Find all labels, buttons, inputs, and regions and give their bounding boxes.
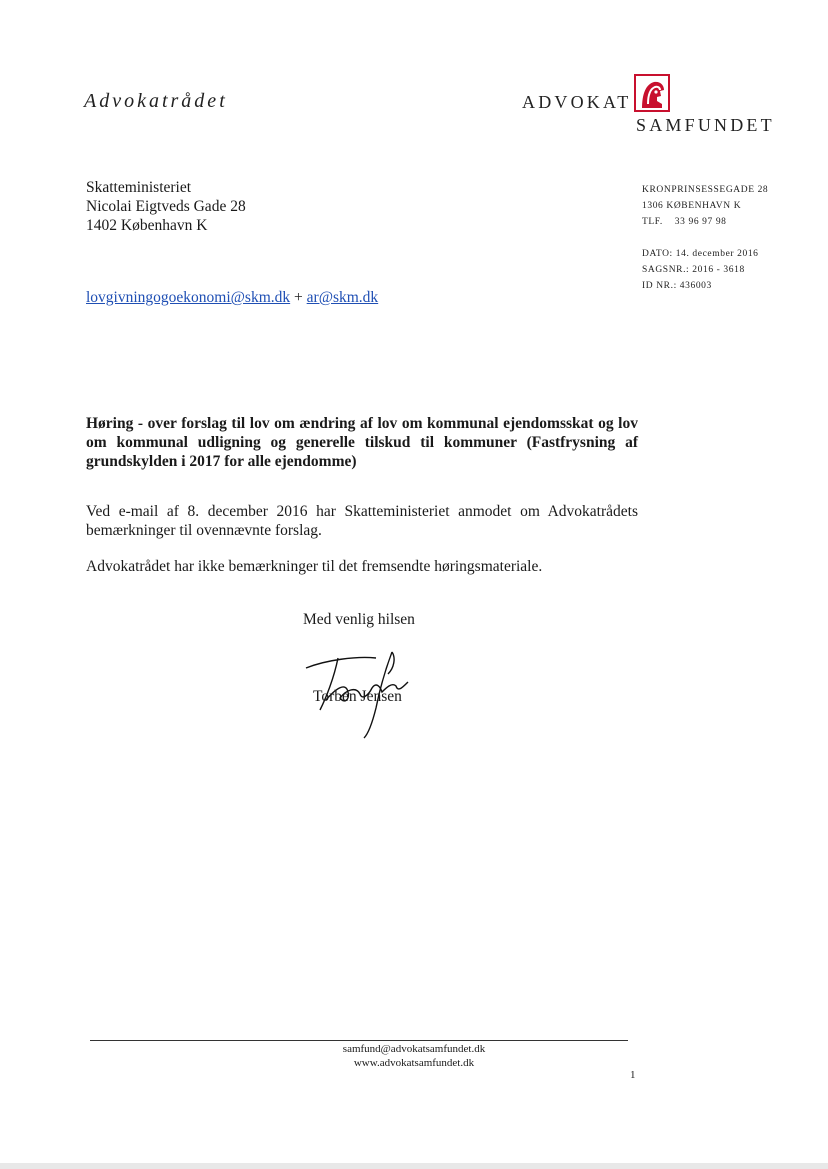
recipient-emails <box>86 289 378 307</box>
sender-city: 1306 KØBENHAVN K <box>642 201 742 211</box>
logo-text-advokat: ADVOKAT <box>522 92 632 112</box>
id-number: ID NR.: 436003 <box>642 281 712 291</box>
recipient-city: 1402 København K <box>86 217 208 234</box>
scan-edge <box>0 1163 828 1169</box>
footer-email: samfund@advokatsamfundet.dk <box>342 1043 486 1055</box>
closing-greeting: Med venlig hilsen <box>303 611 415 628</box>
body-paragraph-2: Advokatrådet har ikke bemærkninger til det fremsendte høringsmateriale. <box>86 558 543 575</box>
recipient-address <box>86 178 246 235</box>
email-link-ministry[interactable]: lovgivningogoekonomi@skm.dk <box>86 289 291 306</box>
email-link-ar[interactable]: ar@skm.dk <box>306 289 379 306</box>
signer-name: Torben Jensen <box>313 688 402 705</box>
sender-phone: TLF. 33 96 97 98 <box>642 217 727 227</box>
email-separator: + <box>290 289 307 306</box>
footer-website: www.advokatsamfundet.dk <box>353 1057 475 1069</box>
sender-info-block <box>642 182 768 294</box>
footer-divider <box>90 1040 628 1041</box>
brand-script-title: Advokatrådet <box>84 90 228 112</box>
letter-date: DATO: 14. december 2016 <box>642 249 759 259</box>
logo-text-samfundet: SAMFUNDET <box>636 115 775 135</box>
body-paragraph-1: Ved e-mail af 8. december 2016 har Skatteministeriet anmodet om Advokatrådets bemærkninger til ovennævnte forslag. <box>86 503 638 539</box>
helmet-emblem-icon <box>634 74 670 112</box>
recipient-name: Skatteministeriet <box>86 179 192 196</box>
letter-subject: Høring - over forslag til lov om ændring af lov om kommunal ejendomsskat og lov om kommunal udligning og generelle tilskud til kommuner (Fastfrysning af grundskylden i 2017 for alle ejendomme) <box>86 415 638 470</box>
page-number: 1 <box>630 1069 636 1081</box>
recipient-street: Nicolai Eigtveds Gade 28 <box>86 198 246 215</box>
sender-street: KRONPRINSESSEGADE 28 <box>642 185 769 195</box>
case-number: SAGSNR.: 2016 - 3618 <box>642 265 745 275</box>
